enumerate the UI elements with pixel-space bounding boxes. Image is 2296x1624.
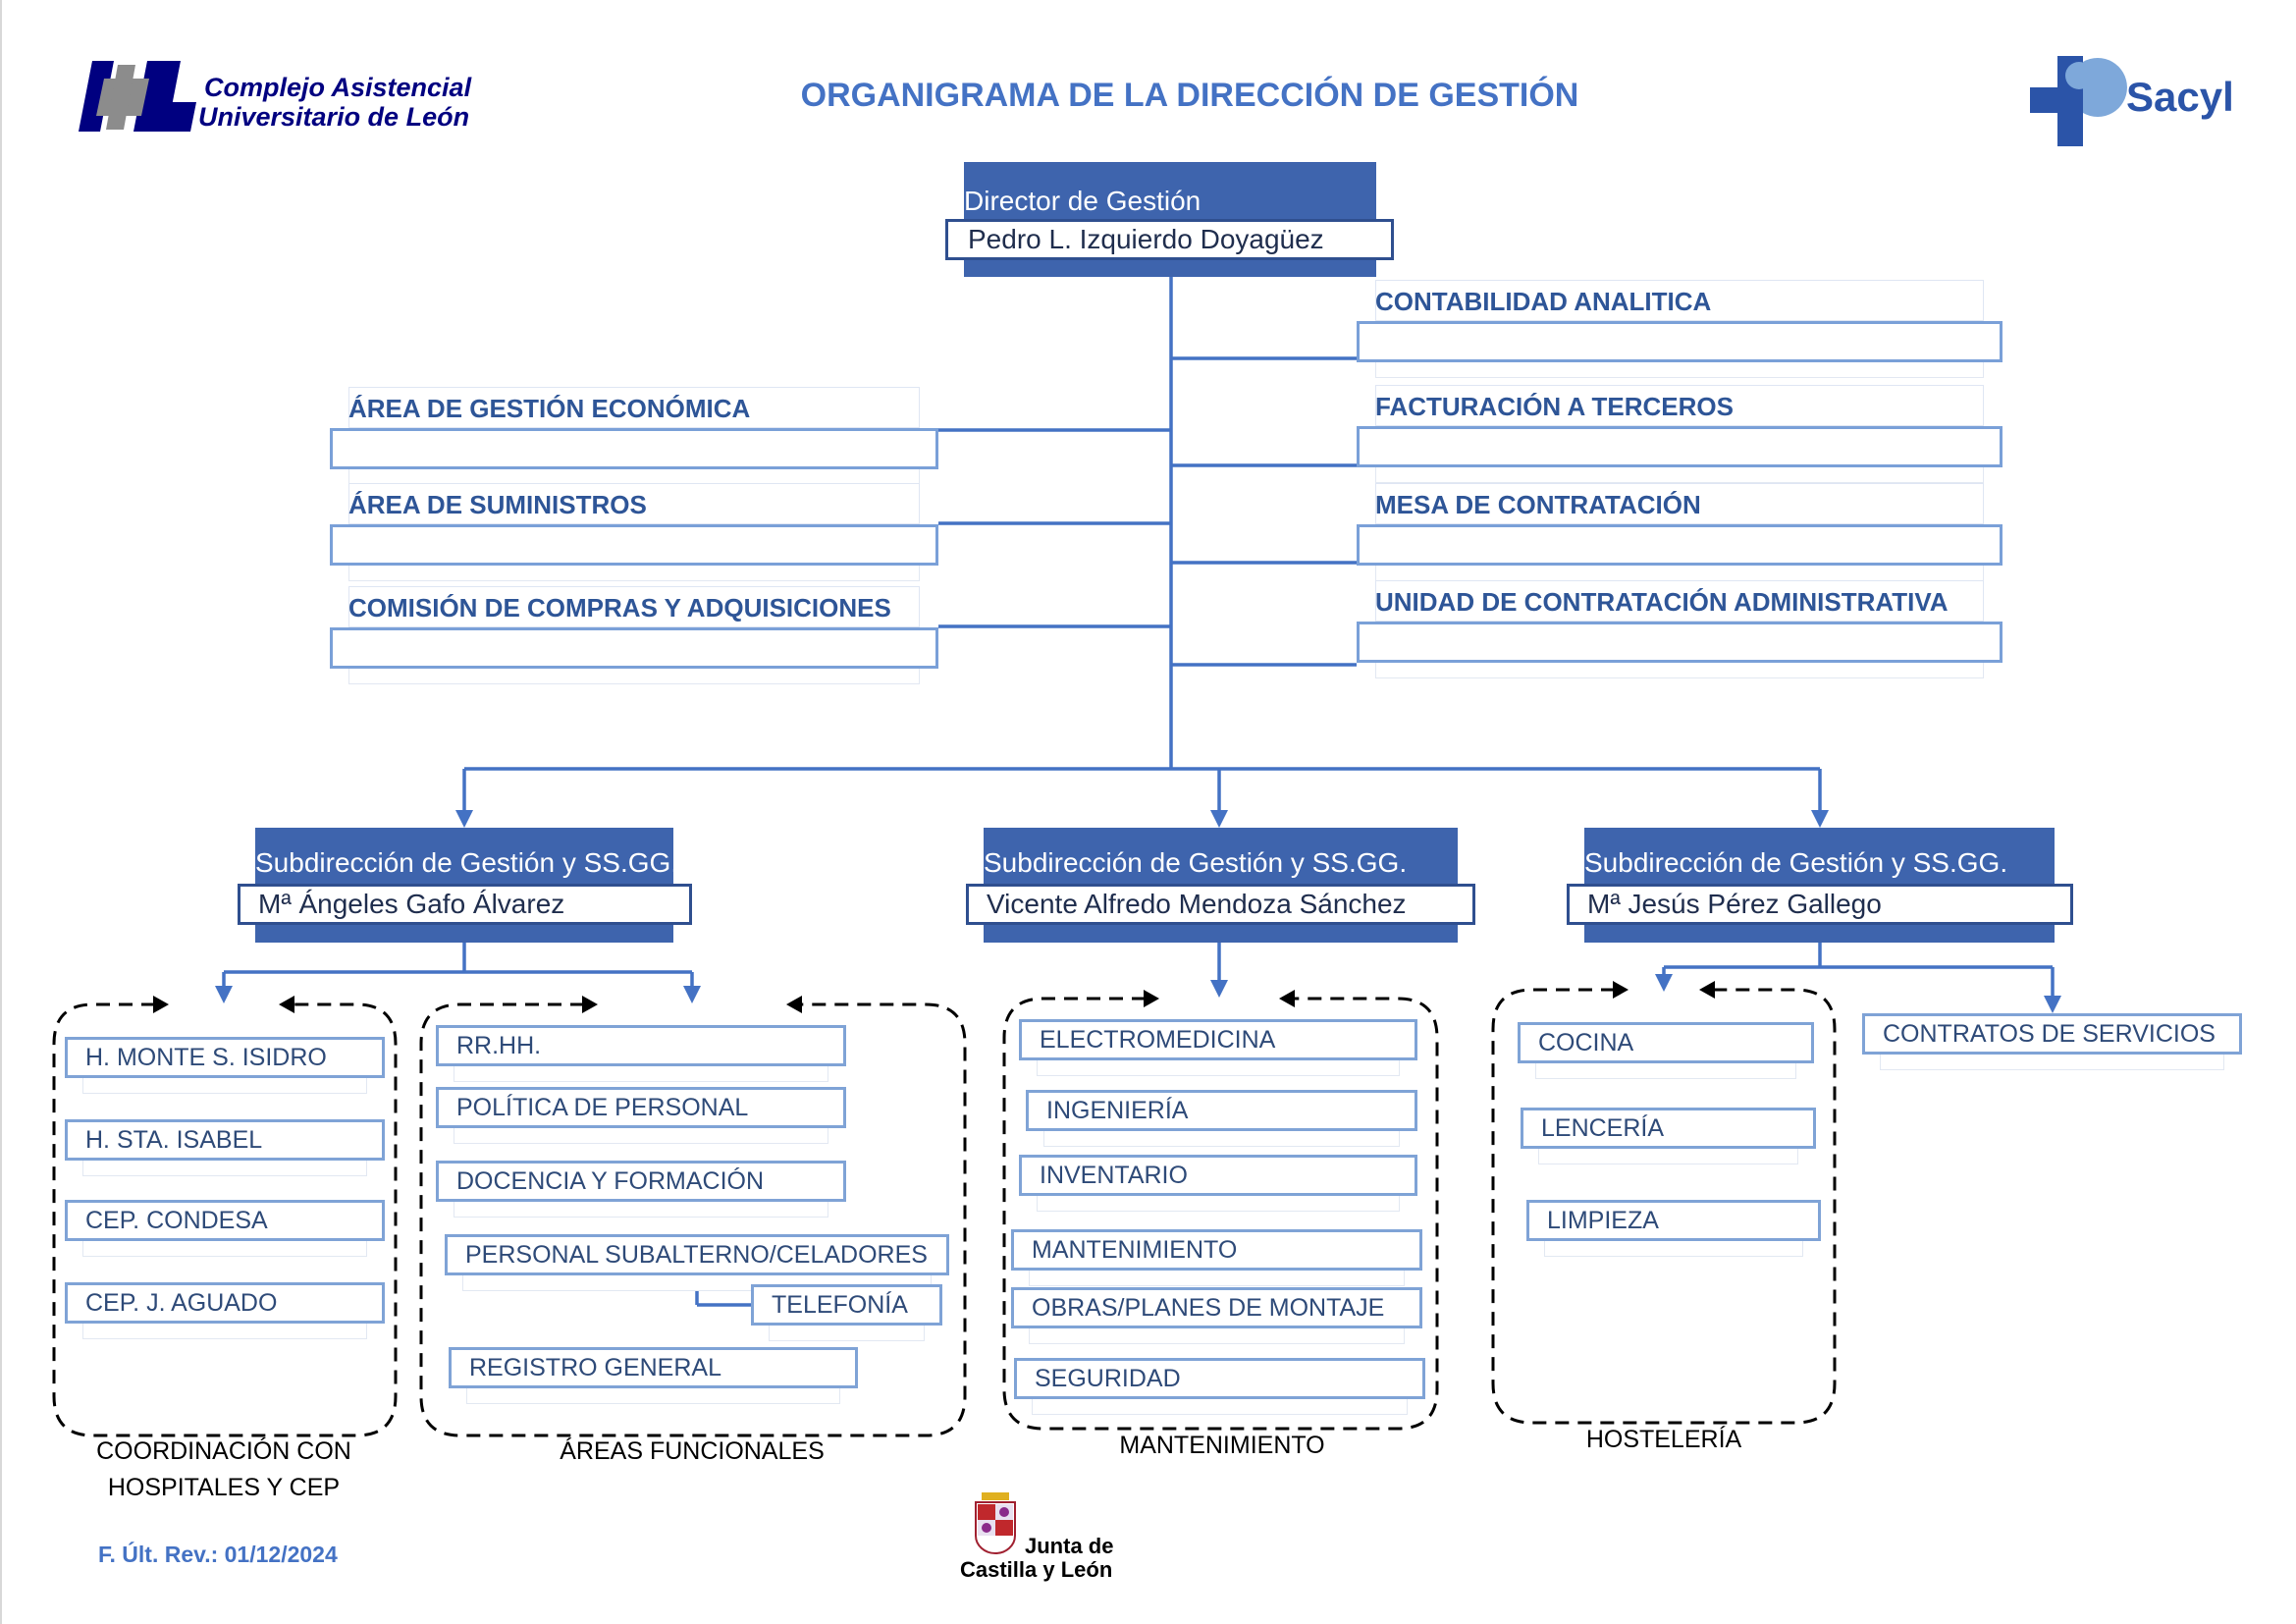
hosteleria-item[interactable]: COCINA (1518, 1022, 1814, 1063)
hosteleria-item-tab (1538, 1147, 1798, 1164)
director-role: Director de Gestión (964, 186, 1201, 216)
areas-item-tab (466, 1386, 840, 1404)
left-unit-2-box[interactable] (330, 627, 938, 669)
coordinacion-item[interactable]: CEP. CONDESA (65, 1200, 385, 1241)
coordinacion-item[interactable]: H. STA. ISABEL (65, 1119, 385, 1161)
junta-line2: Castilla y León (960, 1557, 1113, 1582)
mantenimiento-item[interactable]: ELECTROMEDICINA (1019, 1019, 1417, 1060)
hosteleria-item-tab (1544, 1239, 1803, 1257)
arrow-down-icon (1811, 810, 1829, 828)
contratos-item[interactable]: CONTRATOS DE SERVICIOS (1862, 1013, 2242, 1055)
junta-logo (960, 1492, 1137, 1586)
subdirection-name-1: Vicente Alfredo Mendoza Sánchez (966, 884, 1475, 925)
mantenimiento-item-tab (1037, 1058, 1400, 1076)
arrow-right-icon (1144, 990, 1159, 1007)
revision-date: F. Últ. Rev.: 01/12/2024 (98, 1542, 338, 1567)
areas-item[interactable]: TELEFONÍA (751, 1284, 942, 1326)
coordinacion-item[interactable]: CEP. J. AGUADO (65, 1282, 385, 1324)
areas-item[interactable]: POLÍTICA DE PERSONAL (436, 1087, 846, 1128)
areas-item-tab (454, 1126, 828, 1144)
sacyl-text: Sacyl (2126, 74, 2234, 120)
arrow-right-icon (153, 996, 169, 1013)
caption-hosteleria: HOSTELERÍA (1585, 1426, 1742, 1453)
coordinacion-item-tab (82, 1322, 367, 1339)
left-unit-1-label: ÁREA DE SUMINISTROS (348, 490, 647, 519)
right-unit-0-tab (1375, 360, 1984, 378)
arrow-down-icon (683, 986, 701, 1003)
left-unit-0-box[interactable] (330, 428, 938, 469)
caption-areas: ÁREAS FUNCIONALES (560, 1437, 825, 1465)
arrow-down-icon (1210, 810, 1228, 828)
mantenimiento-item[interactable]: INVENTARIO (1019, 1155, 1417, 1196)
caption-line2: HOSPITALES Y CEP (107, 1474, 341, 1501)
areas-item[interactable]: DOCENCIA Y FORMACIÓN (436, 1161, 846, 1202)
right-unit-1-tab (1375, 465, 1984, 483)
areas-item[interactable]: PERSONAL SUBALTERNO/CELADORES (445, 1234, 949, 1275)
subdirection-name-2: Mª Jesús Pérez Gallego (1567, 884, 2073, 925)
arrow-down-icon (1655, 974, 1673, 992)
right-unit-0-label: CONTABILIDAD ANALITICA (1375, 287, 1712, 316)
coordinacion-item-tab (82, 1239, 367, 1257)
director-name: Pedro L. Izquierdo Doyagüez (945, 219, 1394, 260)
mantenimiento-item[interactable]: OBRAS/PLANES DE MONTAJE (1011, 1287, 1422, 1328)
caption-mantenimiento: MANTENIMIENTO (1119, 1432, 1325, 1459)
mantenimiento-item[interactable]: SEGURIDAD (1014, 1358, 1425, 1399)
areas-item[interactable]: RR.HH. (436, 1025, 846, 1066)
areas-item-tab (454, 1064, 828, 1082)
right-unit-3-box[interactable] (1357, 622, 2002, 663)
left-unit-1-tab (348, 564, 920, 581)
right-unit-2-tab (1375, 564, 1984, 581)
hosteleria-item[interactable]: LENCERÍA (1521, 1108, 1816, 1149)
mantenimiento-item-tab (1029, 1269, 1405, 1286)
junta-line1: Junta de (1025, 1534, 1114, 1558)
hosteleria-item[interactable]: LIMPIEZA (1526, 1200, 1821, 1241)
page-title: ORGANIGRAMA DE LA DIRECCIÓN DE GESTIÓN (800, 77, 1579, 114)
areas-item[interactable]: REGISTRO GENERAL (449, 1347, 858, 1388)
hosteleria-item-tab (1535, 1061, 1796, 1079)
mantenimiento-item-tab (1037, 1194, 1400, 1212)
areas-item-tab (769, 1324, 925, 1341)
mantenimiento-item-tab (1043, 1129, 1400, 1147)
mantenimiento-item[interactable]: MANTENIMIENTO (1011, 1229, 1422, 1271)
arrow-right-icon (1613, 981, 1629, 999)
arrow-right-icon (582, 996, 598, 1013)
left-unit-1-box[interactable] (330, 524, 938, 566)
arrow-down-icon (2044, 996, 2061, 1013)
arrow-left-icon (1279, 990, 1295, 1007)
right-unit-1-label: FACTURACIÓN A TERCEROS (1375, 392, 1734, 421)
arrow-down-icon (455, 810, 473, 828)
caption-coordinacion (96, 1434, 351, 1506)
right-unit-3-label: UNIDAD DE CONTRATACIÓN ADMINISTRATIVA (1375, 587, 1949, 617)
coordinacion-item[interactable]: H. MONTE S. ISIDRO (65, 1037, 385, 1078)
areas-item-tab (454, 1200, 828, 1218)
junta-shield-icon (972, 1492, 1019, 1555)
arrow-left-icon (279, 996, 294, 1013)
logo-line2: Universitario de León (198, 102, 470, 132)
right-unit-3-tab (1375, 661, 1984, 678)
right-unit-1-box[interactable] (1357, 426, 2002, 467)
coordinacion-item-tab (82, 1076, 367, 1094)
caption-line1: COORDINACIÓN CON (96, 1437, 351, 1465)
subdirection-name-0: Mª Ángeles Gafo Álvarez (238, 884, 692, 925)
arrow-down-icon (1210, 980, 1228, 998)
arrow-left-icon (786, 996, 802, 1013)
left-unit-0-label: ÁREA DE GESTIÓN ECONÓMICA (348, 394, 751, 423)
subdirection-role: Subdirección de Gestión y SS.GG. (1584, 847, 2008, 878)
subdirection-role: Subdirección de Gestión y SS.GG. (255, 847, 679, 878)
left-unit-2-label: COMISIÓN DE COMPRAS Y ADQUISICIONES (348, 593, 891, 623)
arrow-left-icon (1699, 981, 1715, 999)
right-unit-0-box[interactable] (1357, 321, 2002, 362)
coordinacion-item-tab (82, 1159, 367, 1176)
subdirection-role: Subdirección de Gestión y SS.GG. (984, 847, 1408, 878)
mantenimiento-item-tab (1029, 1326, 1405, 1344)
right-unit-2-label: MESA DE CONTRATACIÓN (1375, 490, 1701, 519)
mantenimiento-item[interactable]: INGENIERÍA (1026, 1090, 1417, 1131)
right-unit-2-box[interactable] (1357, 524, 2002, 566)
contratos-item-tab (1880, 1053, 2224, 1070)
mantenimiento-item-tab (1032, 1397, 1408, 1415)
logo-line1: Complejo Asistencial (204, 73, 472, 102)
left-unit-2-tab (348, 667, 920, 684)
arrow-down-icon (215, 986, 233, 1003)
